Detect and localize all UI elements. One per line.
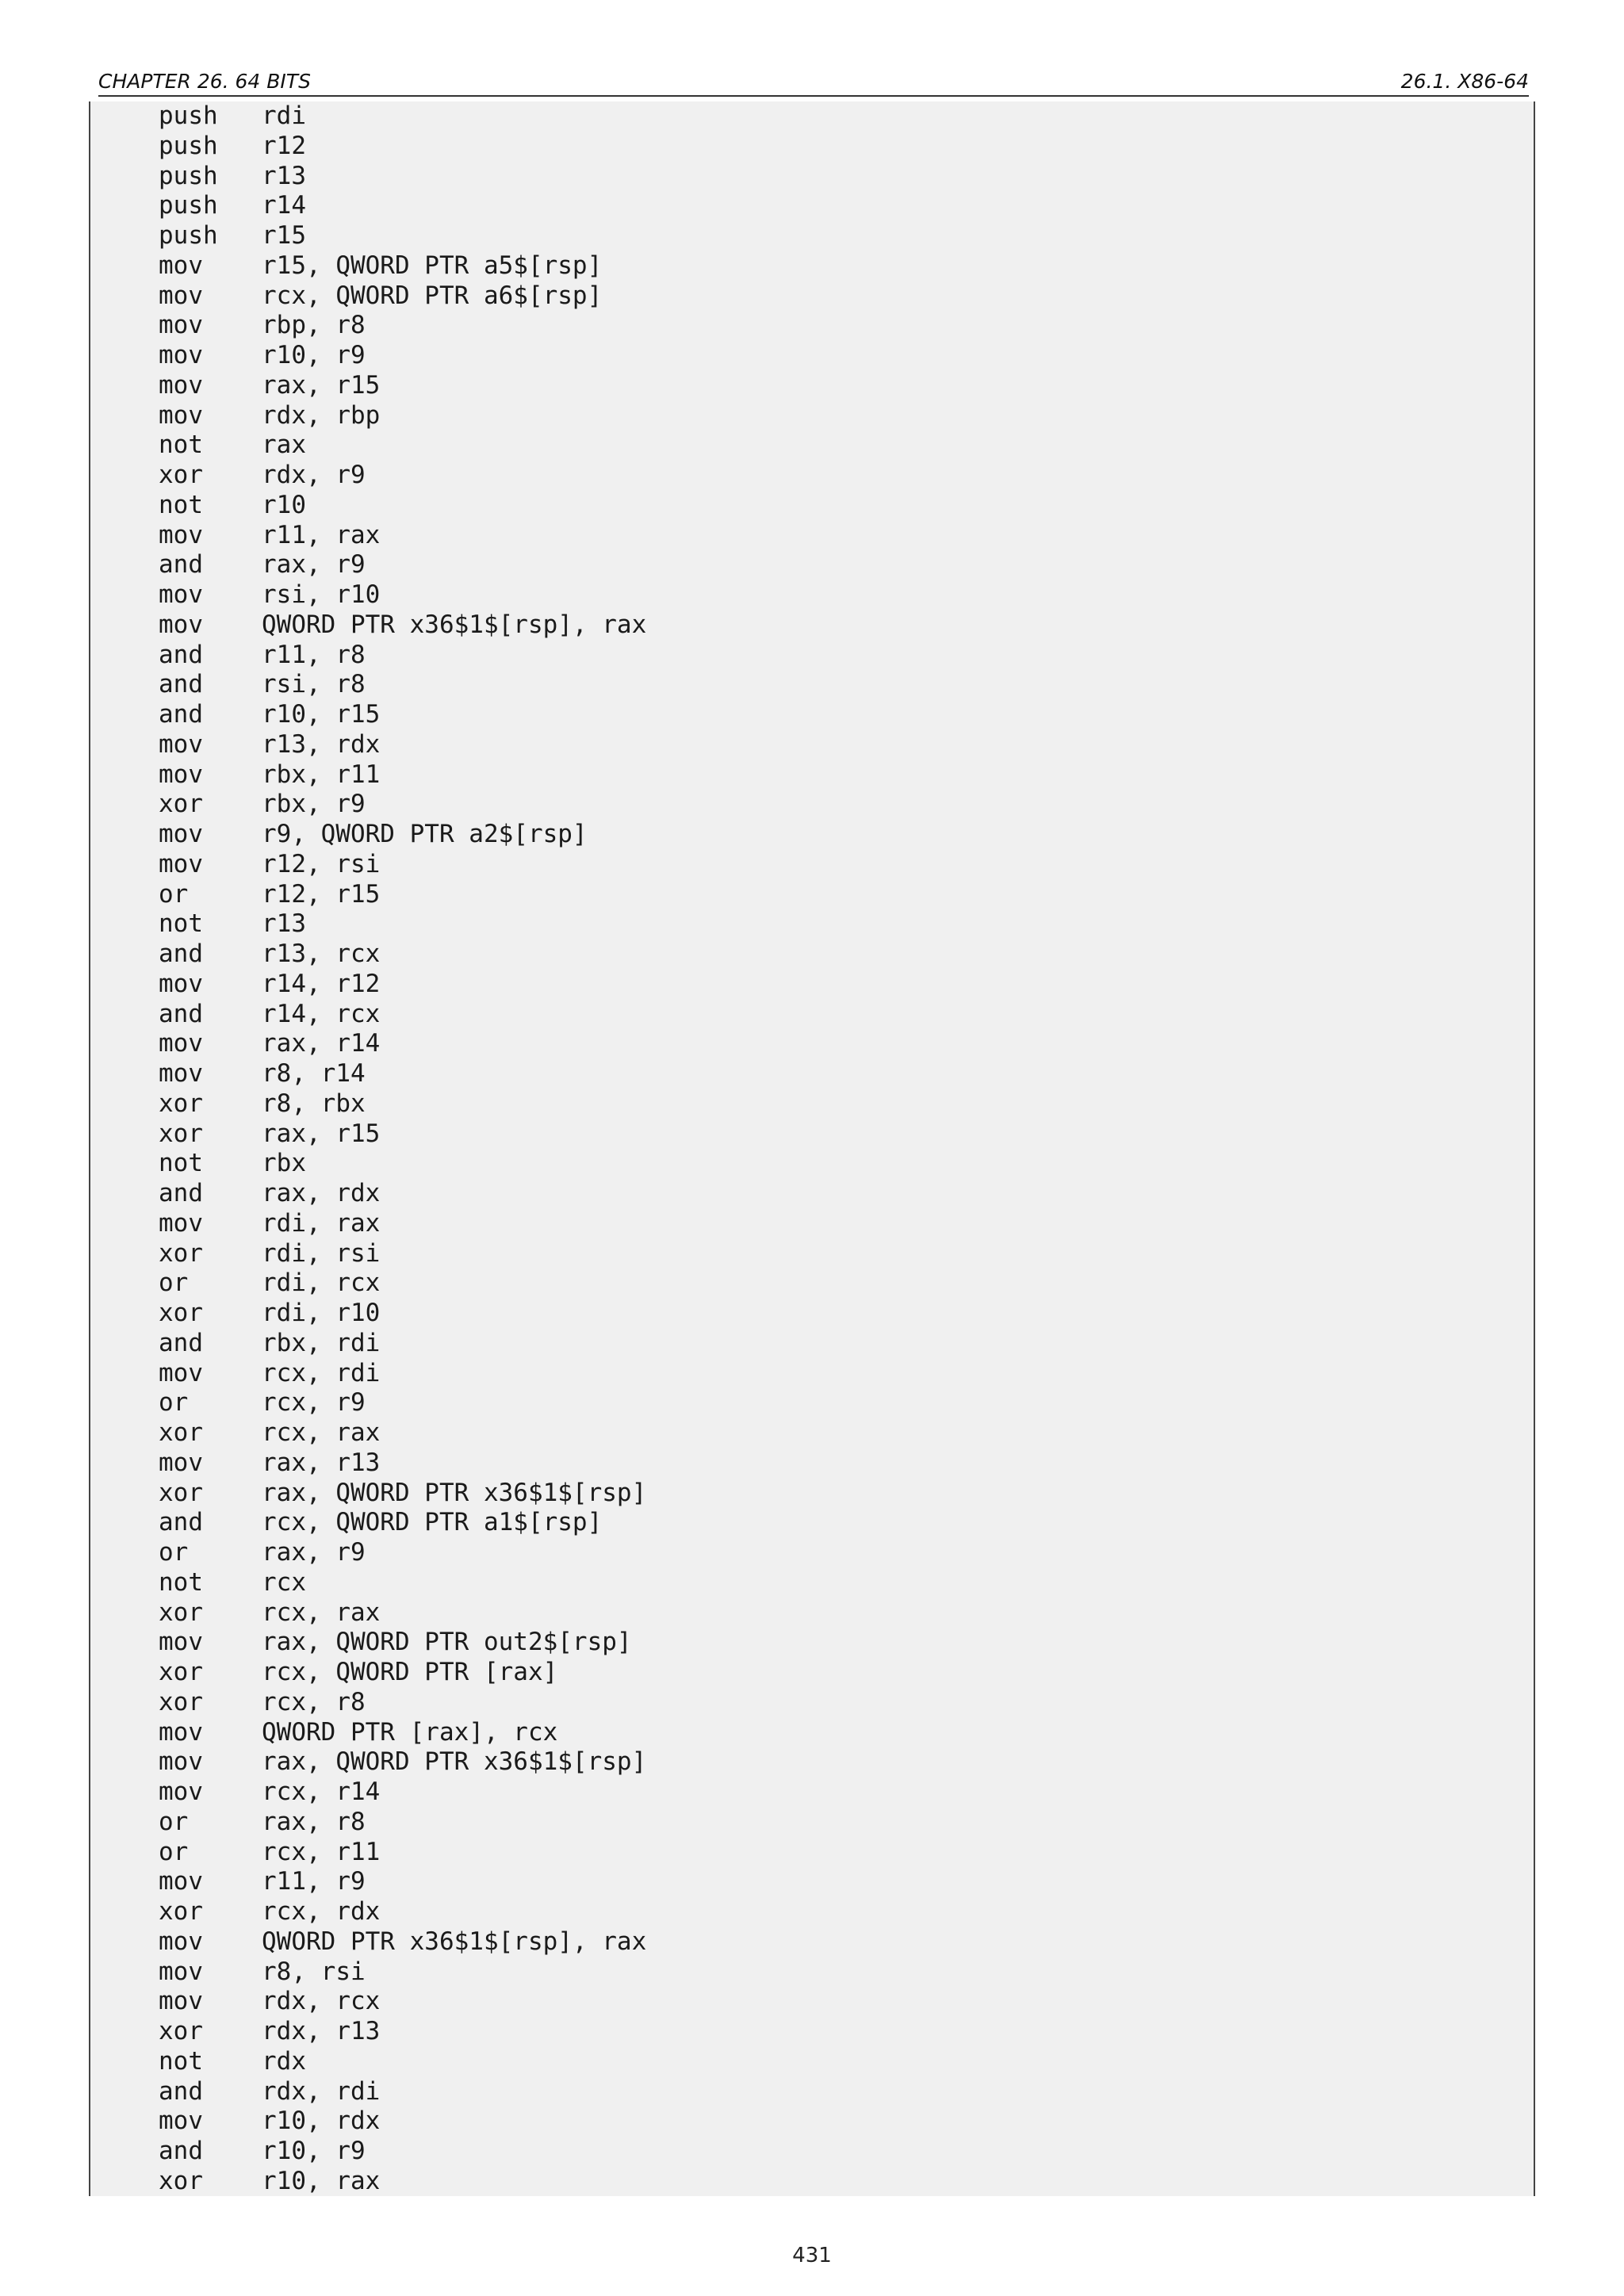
instruction-operands: r11, r8 [262, 640, 366, 669]
instruction-mnemonic: mov [159, 610, 203, 639]
code-line [159, 132, 646, 162]
code-line [159, 1179, 646, 1209]
code-line [159, 2017, 646, 2047]
instruction-operands: rdx, r13 [262, 2017, 381, 2045]
code-lines [159, 101, 646, 2196]
code-line [159, 2047, 646, 2077]
instruction-operands: rdx, rdi [262, 2076, 381, 2106]
instruction-mnemonic: push [159, 191, 218, 220]
code-line [159, 1718, 646, 1748]
instruction-mnemonic: mov [159, 969, 203, 998]
code-line [159, 1448, 646, 1479]
code-line [159, 2077, 646, 2107]
instruction-operands: r13, rcx [262, 939, 381, 968]
code-line [159, 1987, 646, 2017]
code-line [159, 1658, 646, 1688]
instruction-mnemonic: mov [159, 1059, 203, 1088]
instruction-operands: rcx, rdi [262, 1358, 381, 1387]
instruction-operands: rax, QWORD PTR x36$1$[rsp] [262, 1478, 647, 1507]
instruction-mnemonic: and [159, 1179, 203, 1207]
instruction-operands: rbx, r11 [262, 760, 381, 789]
instruction-operands: rcx, r8 [262, 1687, 366, 1716]
instruction-mnemonic: xor [159, 2017, 203, 2045]
code-line [159, 820, 646, 850]
instruction-mnemonic: and [159, 1328, 203, 1357]
code-line [159, 1628, 646, 1658]
instruction-operands: rax, QWORD PTR out2$[rsp] [262, 1628, 632, 1657]
instruction-mnemonic: not [159, 490, 203, 519]
code-line [159, 1269, 646, 1299]
instruction-operands: rcx, r9 [262, 1388, 366, 1418]
instruction-mnemonic: mov [159, 251, 203, 280]
code-line [159, 1388, 646, 1418]
code-line [159, 162, 646, 192]
code-line [159, 101, 646, 132]
instruction-operands: rdi, r10 [262, 1299, 381, 1327]
code-line [159, 2107, 646, 2137]
instruction-operands: r8, rbx [262, 1089, 366, 1118]
instruction-mnemonic: and [159, 999, 203, 1028]
code-line [159, 1927, 646, 1957]
chapter-title: CHAPTER 26. 64 BITS [98, 70, 311, 93]
instruction-mnemonic: xor [159, 2166, 203, 2195]
instruction-operands: rdx [262, 2046, 306, 2076]
instruction-mnemonic: mov [159, 281, 203, 310]
code-line [159, 221, 646, 251]
instruction-operands: QWORD PTR x36$1$[rsp], rax [262, 610, 647, 639]
instruction-mnemonic: mov [159, 1208, 203, 1238]
instruction-operands: rbp, r8 [262, 311, 366, 340]
code-line [159, 939, 646, 970]
instruction-operands: r8, r14 [262, 1059, 366, 1088]
code-line [159, 401, 646, 431]
instruction-operands: r15, QWORD PTR a5$[rsp] [262, 251, 603, 280]
instruction-mnemonic: not [159, 1149, 203, 1178]
instruction-mnemonic: or [159, 879, 189, 909]
instruction-operands: r14 [262, 191, 306, 220]
code-line [159, 700, 646, 730]
instruction-mnemonic: mov [159, 1717, 203, 1747]
instruction-mnemonic: xor [159, 1299, 203, 1327]
instruction-mnemonic: mov [159, 1448, 203, 1477]
instruction-operands: rax, r8 [262, 1807, 366, 1836]
instruction-mnemonic: mov [159, 520, 203, 549]
instruction-mnemonic: and [159, 670, 203, 699]
code-line [159, 281, 646, 312]
instruction-mnemonic: or [159, 1269, 189, 1298]
code-listing [89, 101, 1535, 2196]
code-line [159, 1838, 646, 1868]
code-line [159, 610, 646, 641]
code-line [159, 550, 646, 580]
code-line [159, 1808, 646, 1838]
code-line [159, 1568, 646, 1598]
code-line [159, 311, 646, 341]
instruction-operands: rbx [262, 1149, 306, 1178]
instruction-operands: rbx, rdi [262, 1328, 381, 1357]
instruction-mnemonic: xor [159, 1687, 203, 1716]
instruction-operands: rcx, r11 [262, 1837, 381, 1866]
instruction-mnemonic: mov [159, 311, 203, 340]
instruction-operands: rax, r9 [262, 550, 366, 580]
instruction-operands: rax, r14 [262, 1029, 381, 1058]
instruction-operands: r13 [262, 909, 306, 939]
instruction-mnemonic: xor [159, 461, 203, 489]
code-line [159, 641, 646, 671]
code-line [159, 341, 646, 371]
instruction-mnemonic: mov [159, 1777, 203, 1806]
instruction-operands: rax, r13 [262, 1448, 381, 1477]
instruction-operands: rdx, rcx [262, 1987, 381, 2016]
instruction-operands: rdx, rbp [262, 400, 381, 430]
code-line [159, 1538, 646, 1568]
code-line [159, 1418, 646, 1448]
instruction-mnemonic: mov [159, 1987, 203, 2016]
code-line [159, 1089, 646, 1119]
code-line [159, 1029, 646, 1059]
instruction-mnemonic: mov [159, 1927, 203, 1956]
instruction-mnemonic: and [159, 2076, 203, 2106]
code-line [159, 1867, 646, 1897]
code-line [159, 909, 646, 939]
instruction-mnemonic: mov [159, 849, 203, 878]
instruction-mnemonic: mov [159, 820, 203, 848]
instruction-mnemonic: not [159, 1567, 203, 1597]
instruction-mnemonic: push [159, 221, 218, 250]
code-line [159, 670, 646, 700]
code-line [159, 1119, 646, 1150]
instruction-mnemonic: xor [159, 1418, 203, 1447]
instruction-mnemonic: xor [159, 1238, 203, 1268]
instruction-operands: rax, r15 [262, 370, 381, 400]
code-line [159, 760, 646, 790]
instruction-operands: rax [262, 430, 306, 460]
code-line [159, 430, 646, 461]
instruction-operands: rbx, r9 [262, 790, 366, 819]
instruction-operands: r10, r9 [262, 341, 366, 369]
instruction-mnemonic: xor [159, 790, 203, 819]
instruction-mnemonic: mov [159, 1358, 203, 1387]
instruction-mnemonic: xor [159, 1089, 203, 1118]
code-line [159, 970, 646, 1000]
code-line [159, 371, 646, 401]
instruction-mnemonic: push [159, 161, 218, 190]
instruction-operands: r11, r9 [262, 1867, 366, 1896]
instruction-mnemonic: xor [159, 1598, 203, 1627]
code-line [159, 1479, 646, 1509]
instruction-mnemonic: mov [159, 729, 203, 759]
instruction-operands: rcx, r14 [262, 1777, 381, 1806]
instruction-operands: rcx [262, 1567, 306, 1597]
code-line [159, 1059, 646, 1089]
instruction-mnemonic: mov [159, 1867, 203, 1896]
instruction-operands: r14, rcx [262, 999, 381, 1028]
code-line [159, 1747, 646, 1777]
instruction-operands: r12, r15 [262, 879, 381, 909]
instruction-mnemonic: xor [159, 1119, 203, 1148]
instruction-operands: r8, rsi [262, 1957, 366, 1986]
code-line [159, 1508, 646, 1538]
instruction-mnemonic: mov [159, 1029, 203, 1058]
instruction-mnemonic: not [159, 2046, 203, 2076]
code-line [159, 1329, 646, 1359]
instruction-operands: rax, QWORD PTR x36$1$[rsp] [262, 1747, 647, 1777]
code-line [159, 191, 646, 221]
instruction-operands: r10, r9 [262, 2137, 366, 2165]
section-title: 26.1. X86-64 [1400, 70, 1529, 93]
code-line [159, 1688, 646, 1718]
instruction-mnemonic: and [159, 700, 203, 729]
code-line [159, 2137, 646, 2167]
code-line [159, 1149, 646, 1179]
instruction-operands: QWORD PTR x36$1$[rsp], rax [262, 1927, 647, 1956]
instruction-operands: r15 [262, 221, 306, 250]
instruction-mnemonic: or [159, 1807, 189, 1836]
code-line [159, 880, 646, 910]
instruction-mnemonic: or [159, 1538, 189, 1567]
instruction-operands: rdi, rax [262, 1208, 381, 1238]
instruction-operands: r11, rax [262, 520, 381, 549]
code-line [159, 521, 646, 551]
code-line [159, 1777, 646, 1808]
instruction-mnemonic: mov [159, 1957, 203, 1986]
instruction-operands: rax, r9 [262, 1538, 366, 1567]
instruction-mnemonic: mov [159, 1747, 203, 1777]
instruction-operands: rcx, QWORD PTR [rax] [262, 1658, 558, 1686]
instruction-operands: rax, r15 [262, 1119, 381, 1148]
instruction-operands: rsi, r8 [262, 670, 366, 699]
code-line [159, 251, 646, 281]
instruction-mnemonic: not [159, 430, 203, 460]
instruction-mnemonic: push [159, 131, 218, 160]
instruction-operands: r10, r15 [262, 700, 381, 729]
instruction-operands: r13 [262, 161, 306, 190]
instruction-operands: rdx, r9 [262, 461, 366, 489]
instruction-mnemonic: mov [159, 760, 203, 789]
instruction-operands: r14, r12 [262, 969, 381, 998]
code-line [159, 1209, 646, 1239]
instruction-operands: r10, rax [262, 2166, 381, 2195]
instruction-mnemonic: mov [159, 1628, 203, 1657]
instruction-mnemonic: or [159, 1388, 189, 1418]
code-line [159, 730, 646, 760]
running-header [98, 68, 1529, 97]
instruction-operands: rdi, rsi [262, 1238, 381, 1268]
instruction-mnemonic: mov [159, 580, 203, 609]
instruction-mnemonic: mov [159, 2107, 203, 2136]
instruction-operands: QWORD PTR [rax], rcx [262, 1717, 558, 1747]
instruction-mnemonic: xor [159, 1478, 203, 1507]
code-line [159, 1359, 646, 1389]
instruction-operands: r10, rdx [262, 2107, 381, 2136]
code-line [159, 1299, 646, 1329]
instruction-operands: r13, rdx [262, 729, 381, 759]
code-line [159, 1000, 646, 1030]
instruction-mnemonic: and [159, 939, 203, 968]
instruction-mnemonic: xor [159, 1897, 203, 1926]
instruction-mnemonic: and [159, 2137, 203, 2165]
code-line [159, 491, 646, 521]
instruction-mnemonic: and [159, 550, 203, 580]
instruction-mnemonic: mov [159, 341, 203, 369]
page-number: 431 [792, 2244, 832, 2267]
instruction-mnemonic: xor [159, 1658, 203, 1686]
code-line [159, 1957, 646, 1988]
instruction-operands: rsi, r10 [262, 580, 381, 609]
instruction-mnemonic: mov [159, 370, 203, 400]
instruction-operands: r9, QWORD PTR a2$[rsp] [262, 820, 588, 848]
code-line [159, 2167, 646, 2196]
instruction-operands: r12, rsi [262, 849, 381, 878]
instruction-operands: rdi [262, 101, 306, 130]
instruction-operands: rcx, QWORD PTR a6$[rsp] [262, 281, 603, 310]
instruction-mnemonic: mov [159, 400, 203, 430]
instruction-mnemonic: and [159, 640, 203, 669]
instruction-operands: rcx, QWORD PTR a1$[rsp] [262, 1508, 603, 1537]
instruction-operands: r10 [262, 490, 306, 519]
instruction-mnemonic: or [159, 1837, 189, 1866]
instruction-operands: rcx, rax [262, 1598, 381, 1627]
instruction-mnemonic: not [159, 909, 203, 939]
instruction-mnemonic: push [159, 101, 218, 130]
code-line [159, 1598, 646, 1628]
code-line [159, 850, 646, 880]
instruction-operands: rcx, rax [262, 1418, 381, 1447]
code-line [159, 580, 646, 610]
instruction-operands: rax, rdx [262, 1179, 381, 1207]
instruction-operands: rdi, rcx [262, 1269, 381, 1298]
code-line [159, 461, 646, 491]
instruction-operands: r12 [262, 131, 306, 160]
code-line [159, 1897, 646, 1927]
code-line [159, 790, 646, 820]
instruction-operands: rcx, rdx [262, 1897, 381, 1926]
code-line [159, 1239, 646, 1269]
instruction-mnemonic: and [159, 1508, 203, 1537]
